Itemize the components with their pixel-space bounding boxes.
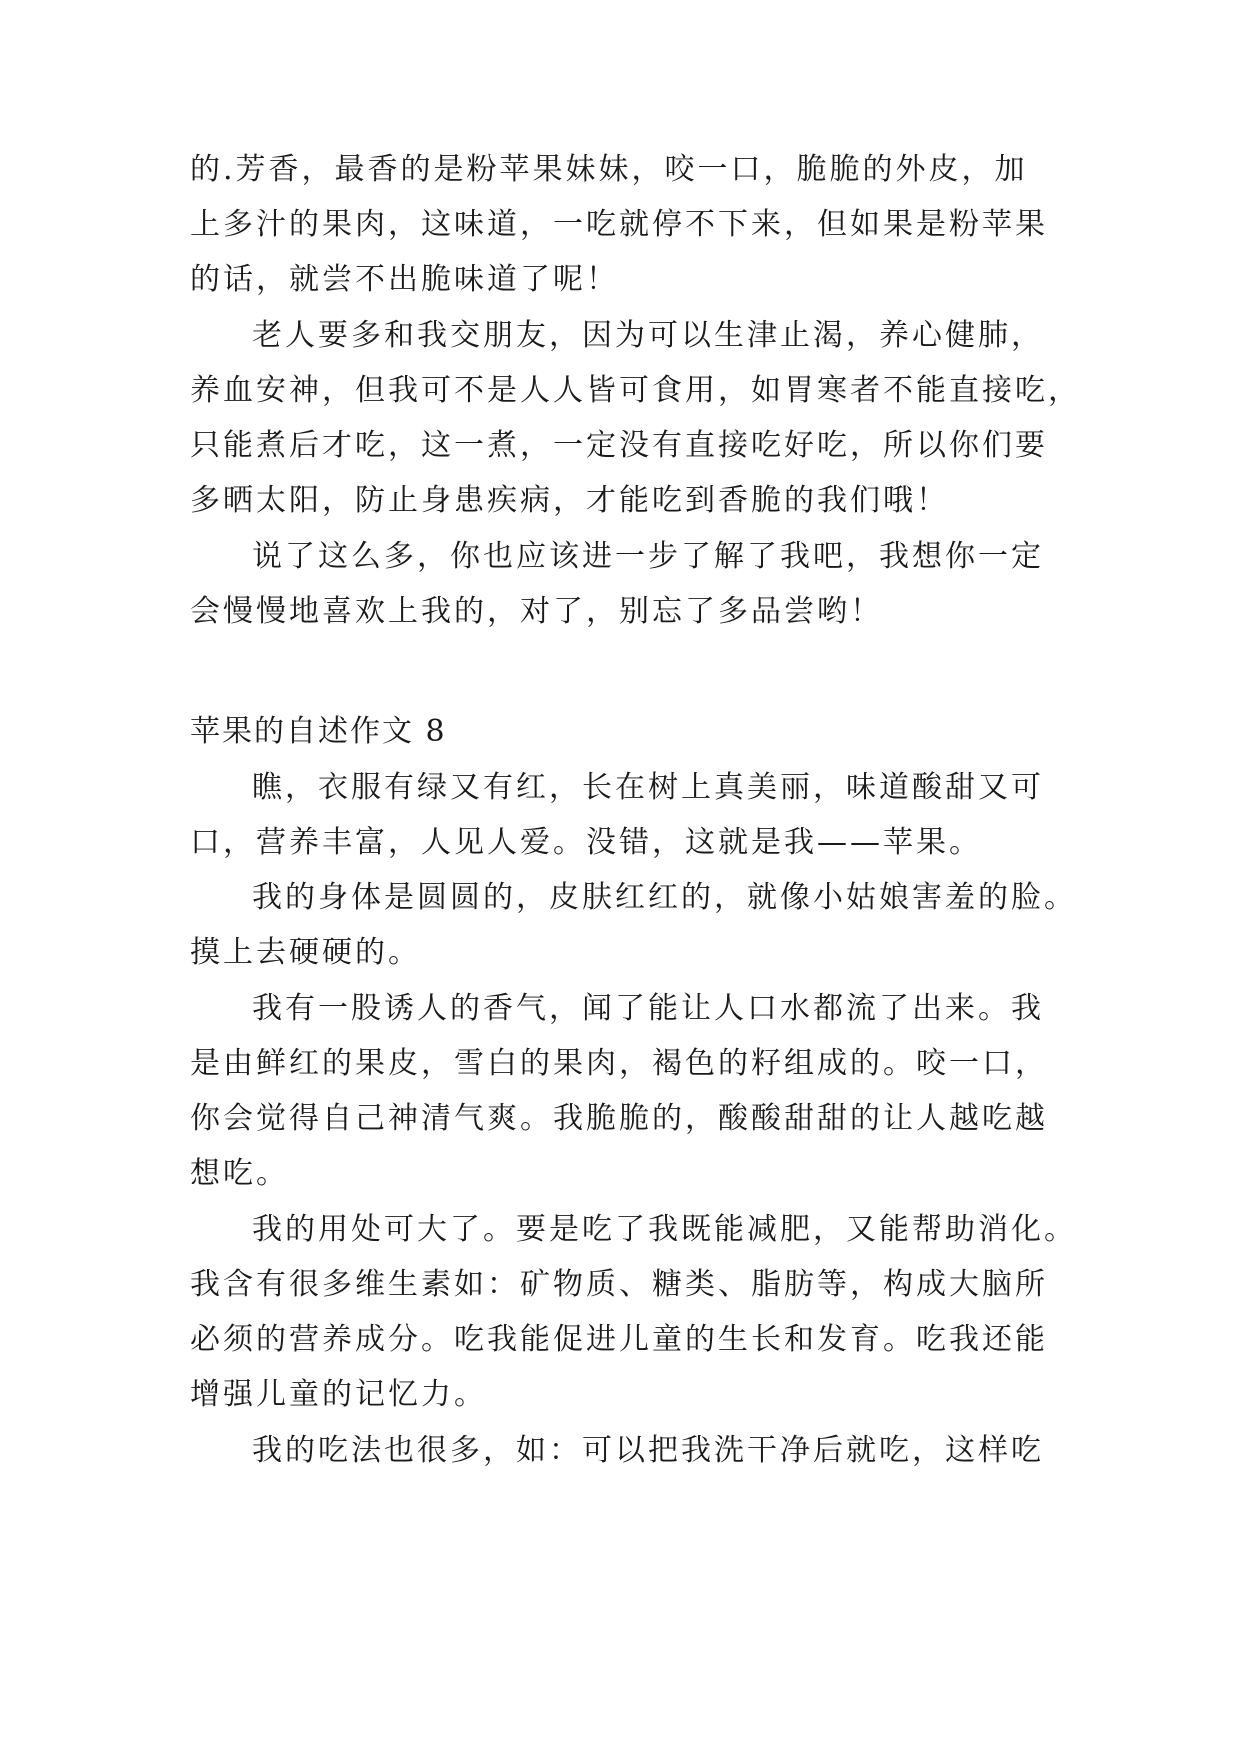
paragraph-first-line: 我有一股诱人的香气，闻了能让人口水都流了出来。我 <box>252 991 1044 1026</box>
text-line: 增强儿童的记忆力。 <box>190 1377 487 1412</box>
paragraph-first-line: 老人要多和我交朋友，因为可以生津止渴，养心健肺， <box>252 318 1044 353</box>
text-line: 必须的营养成分。吃我能促进儿童的生长和发育。吃我还能 <box>190 1322 1048 1357</box>
section-title: 苹果的自述作文 8 <box>190 714 447 749</box>
text-line: 你会觉得自己神清气爽。我脆脆的，酸酸甜甜的让人越吃越 <box>190 1101 1048 1136</box>
text-line: 会慢慢地喜欢上我的，对了，别忘了多品尝哟！ <box>190 594 883 629</box>
text-line: 想吃。 <box>190 1156 289 1191</box>
paragraph-first-line: 我的身体是圆圆的，皮肤红红的，就像小姑娘害羞的脸。 <box>252 880 1077 915</box>
text-line: 只能煮后才吃，这一煮，一定没有直接吃好吃，所以你们要 <box>190 428 1048 463</box>
text-line: 的.芳香，最香的是粉苹果妹妹，咬一口，脆脆的外皮，加 <box>190 152 1028 187</box>
text-line: 是由鲜红的果皮，雪白的果肉，褐色的籽组成的。咬一口， <box>190 1046 1048 1081</box>
paragraph-first-line: 说了这么多，你也应该进一步了解了我吧，我想你一定 <box>252 539 1044 574</box>
text-line: 的话，就尝不出脆味道了呢！ <box>190 262 619 297</box>
text-line: 摸上去硬硬的。 <box>190 935 421 970</box>
text-line: 养血安神，但我可不是人人皆可食用，如胃寒者不能直接吃， <box>190 373 1081 408</box>
paragraph-first-line: 我的用处可大了。要是吃了我既能减肥，又能帮助消化。 <box>252 1212 1077 1247</box>
text-line: 多晒太阳，防止身患疾病，才能吃到香脆的我们哦！ <box>190 483 949 518</box>
paragraph-first-line: 我的吃法也很多，如：可以把我洗干净后就吃，这样吃 <box>252 1433 1044 1468</box>
text-line: 上多汁的果肉，这味道，一吃就停不下来，但如果是粉苹果 <box>190 207 1048 242</box>
text-line: 口，营养丰富，人见人爱。没错，这就是我——苹果。 <box>190 825 982 860</box>
text-line: 我含有很多维生素如：矿物质、糖类、脂肪等，构成大脑所 <box>190 1267 1048 1302</box>
paragraph-first-line: 瞧，衣服有绿又有红，长在树上真美丽，味道酸甜又可 <box>252 770 1044 805</box>
